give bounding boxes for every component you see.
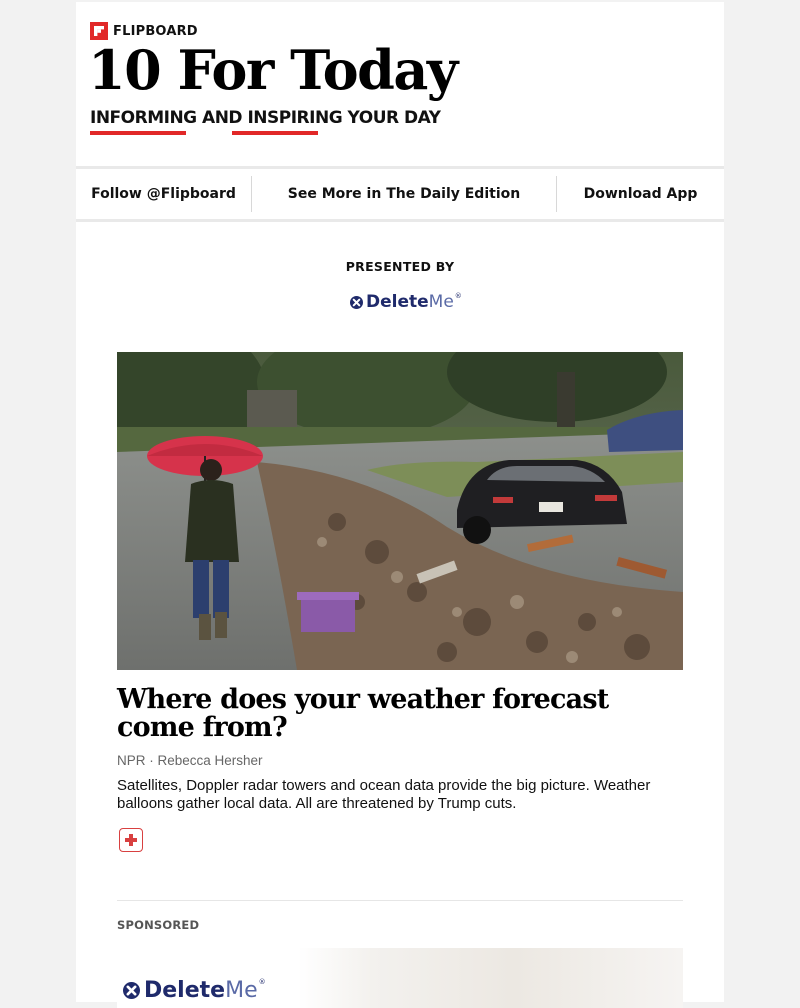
article-summary: Satellites, Doppler radar towers and ocean data provide the big picture. Weather balloons gather local data. All are threatened by Trump cuts.	[117, 777, 651, 812]
add-to-magazine-button[interactable]	[119, 828, 143, 852]
article-image[interactable]	[117, 352, 683, 670]
tagline-underline-2	[232, 131, 318, 135]
tagline-underline-1	[90, 131, 186, 135]
daily-edition-link[interactable]: See More in The Daily Edition	[287, 186, 521, 202]
tagline: INFORMING AND INSPIRING YOUR DAY	[90, 108, 441, 128]
plus-icon	[124, 833, 138, 847]
download-app-link[interactable]: Download App	[583, 186, 698, 202]
newsletter-card	[76, 2, 724, 1002]
sponsor-name-light: Me	[428, 292, 454, 312]
deleteme-sponsor-logo[interactable]	[350, 292, 462, 312]
deleteme-x-icon	[123, 982, 140, 999]
registered-mark: ®	[454, 292, 462, 300]
nav-bar	[76, 166, 724, 222]
sponsor-name-strong: Delete	[366, 292, 429, 312]
sponsored-ad-banner[interactable]	[117, 948, 683, 1008]
deleteme-ad-logo	[123, 978, 266, 1003]
page-title: 10 For Today	[88, 38, 457, 102]
article-byline: NPR · Rebecca Hersher	[117, 753, 263, 768]
article-title[interactable]: Where does your weather forecast come from?	[117, 684, 609, 743]
flood-scene-illustration	[117, 352, 683, 670]
sponsored-label: SPONSORED	[117, 918, 200, 932]
ad-name-light: Me	[225, 978, 258, 1003]
ad-name-strong: Delete	[144, 978, 226, 1003]
presented-by-label: PRESENTED BY	[345, 259, 455, 274]
registered-mark: ®	[258, 978, 266, 986]
deleteme-x-icon	[350, 296, 363, 309]
section-divider	[117, 900, 683, 901]
brand-name: FLIPBOARD	[113, 23, 198, 39]
follow-flipboard-link[interactable]: Follow @Flipboard	[91, 186, 236, 202]
